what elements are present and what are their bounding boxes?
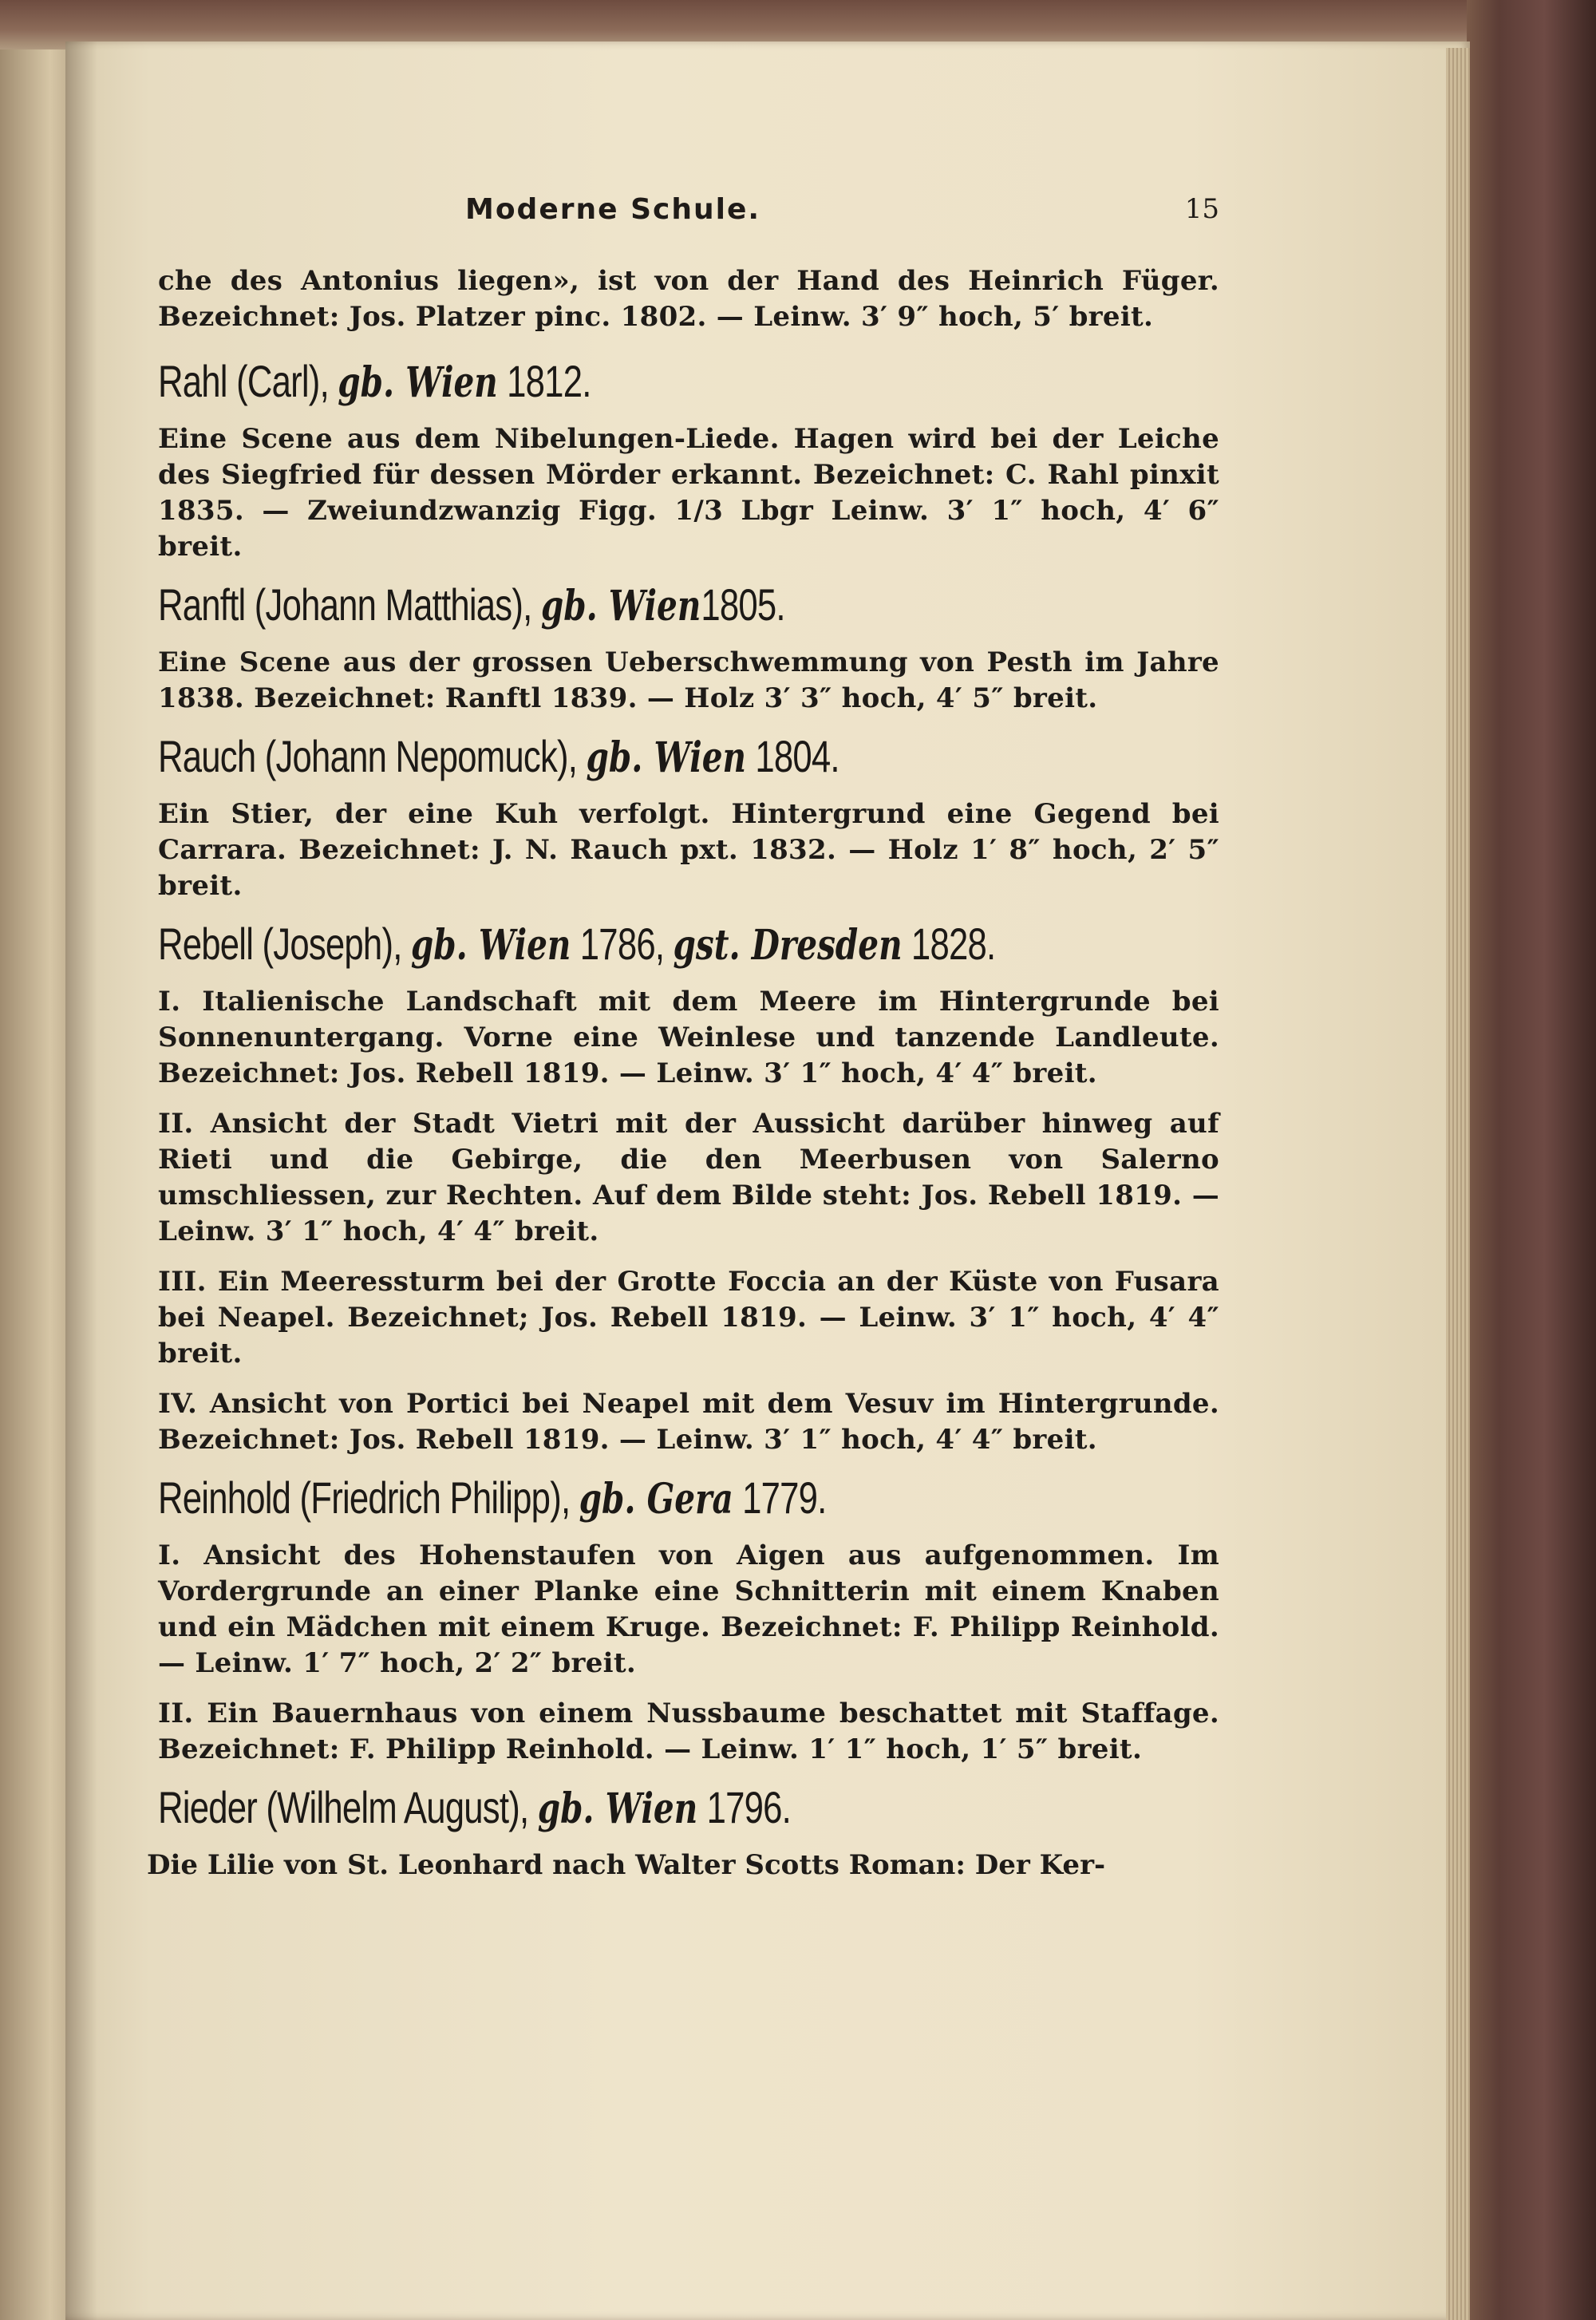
page-number: 15	[1184, 193, 1219, 225]
artist-name: Reinhold (Friedrich Philipp),	[158, 1472, 571, 1523]
paragraph: Eine Scene aus der grossen Ueberschwemmung von Pesth im Jahre 1838. Bezeichnet: Ranftl 1839. — Holz 3′ 3″ hoch, 4′ 5″ breit.	[158, 646, 1219, 714]
birth-year: 1786,	[579, 919, 665, 969]
paragraph: III. Ein Meeressturm bei der Grotte Foccia an der Küste von Fusara bei Neapel. Bezeichnet; Jos. Rebell 1819. — Leinw. 3′ 1″ hoch, 4′ 4″ breit.	[158, 1266, 1219, 1369]
artist-name: Rebell (Joseph),	[158, 919, 402, 969]
gutter-shadow	[65, 41, 97, 2320]
artist-name: Ranftl (Johann Matthias),	[158, 579, 532, 630]
death-info: gst. Dresden	[673, 921, 903, 970]
paragraph-continued: Die Lilie von St. Leonhard nach Walter Scotts Roman: Der Ker-	[147, 1849, 1106, 1881]
birth-year: 1779.	[742, 1472, 827, 1523]
artist-heading	[158, 579, 986, 632]
paragraph: II. Ein Bauernhaus von einem Nussbaume beschattet mit Staffage. Bezeichnet: F. Philipp Reinhold. — Leinw. 1′ 1″ hoch, 1′ 5″ breit.	[158, 1698, 1219, 1765]
birth-info: gb. Wien	[586, 733, 747, 782]
artist-heading	[158, 919, 996, 971]
birth-year: 1796.	[706, 1782, 791, 1832]
running-head	[158, 193, 1219, 241]
birth-info: gb. Wien	[540, 582, 701, 630]
artist-name: Rahl (Carl),	[158, 356, 329, 406]
paragraph: I. Italienische Landschaft mit dem Meere im Hintergrunde bei Sonnenuntergang. Vorne eine Weinlese und tanzende Landleute. Bezeichnet: Jos. Rebell 1819. — Leinw. 3′ 1″ hoch, 4′ 4″ breit.	[158, 986, 1219, 1089]
page-edges	[1446, 48, 1470, 2320]
artist-heading	[158, 1782, 986, 1835]
left-page-edge	[0, 32, 72, 2320]
artist-name: Rieder (Wilhelm August),	[158, 1782, 529, 1832]
birth-year: 1812.	[507, 356, 591, 406]
birth-info: gb. Wien	[537, 1784, 698, 1833]
page-body	[147, 263, 1219, 1883]
paragraph: II. Ansicht der Stadt Vietri mit der Aussicht darüber hinweg auf Rieti und die Gebirge, die den Meerbusen von Salerno umschliessen, zur Rechten. Auf dem Bilde steht: Jos. Rebell 1819. — Leinw. 3′ 1″ hoch, 4′ 4″ breit.	[158, 1108, 1219, 1247]
paragraph: Eine Scene aus dem Nibelungen-Liede. Hagen wird bei der Leiche des Siegfried für dessen Mörder erkannt. Bezeichnet: C. Rahl pinxit 1835. — Zweiundzwanzig Figg. 1/3 Lbgr Leinw. 3′ 1″ hoch, 4′ 6″ breit.	[158, 423, 1219, 563]
paragraph: che des Antonius liegen», ist von der Hand des Heinrich Füger. Bezeichnet: Jos. Platzer pinc. 1802. — Leinw. 3′ 9″ hoch, 5′ breit.	[158, 265, 1219, 333]
death-year: 1828.	[911, 919, 996, 969]
artist-heading	[158, 356, 986, 409]
birth-info: gb. Wien	[410, 921, 571, 970]
artist-heading	[158, 1472, 986, 1525]
paragraph: Ein Stier, der eine Kuh verfolgt. Hintergrund eine Gegend bei Carrara. Bezeichnet: J. N. Rauch pxt. 1832. — Holz 1′ 8″ hoch, 2′ 5″ breit.	[158, 798, 1219, 902]
birth-year: 1804.	[755, 731, 839, 781]
birth-info: gb. Gera	[579, 1475, 733, 1524]
birth-info: gb. Wien	[338, 358, 498, 407]
paragraph: I. Ansicht des Hohenstaufen von Aigen aus aufgenommen. Im Vordergrunde an einer Planke eine Schnitterin mit einem Knaben und ein Mädchen mit einem Kruge. Bezeichnet: F. Philipp Reinhold. — Leinw. 1′ 7″ hoch, 2′ 2″ breit.	[158, 1539, 1219, 1679]
artist-heading	[158, 731, 986, 784]
book-cover-right	[1467, 0, 1596, 2320]
paragraph: IV. Ansicht von Portici bei Neapel mit dem Vesuv im Hintergrunde. Bezeichnet: Jos. Rebell 1819. — Leinw. 3′ 1″ hoch, 4′ 4″ breit.	[158, 1388, 1219, 1456]
birth-year: 1805.	[701, 579, 785, 630]
artist-name: Rauch (Johann Nepomuck),	[158, 731, 578, 781]
running-title: Moderne Schule.	[465, 193, 761, 226]
